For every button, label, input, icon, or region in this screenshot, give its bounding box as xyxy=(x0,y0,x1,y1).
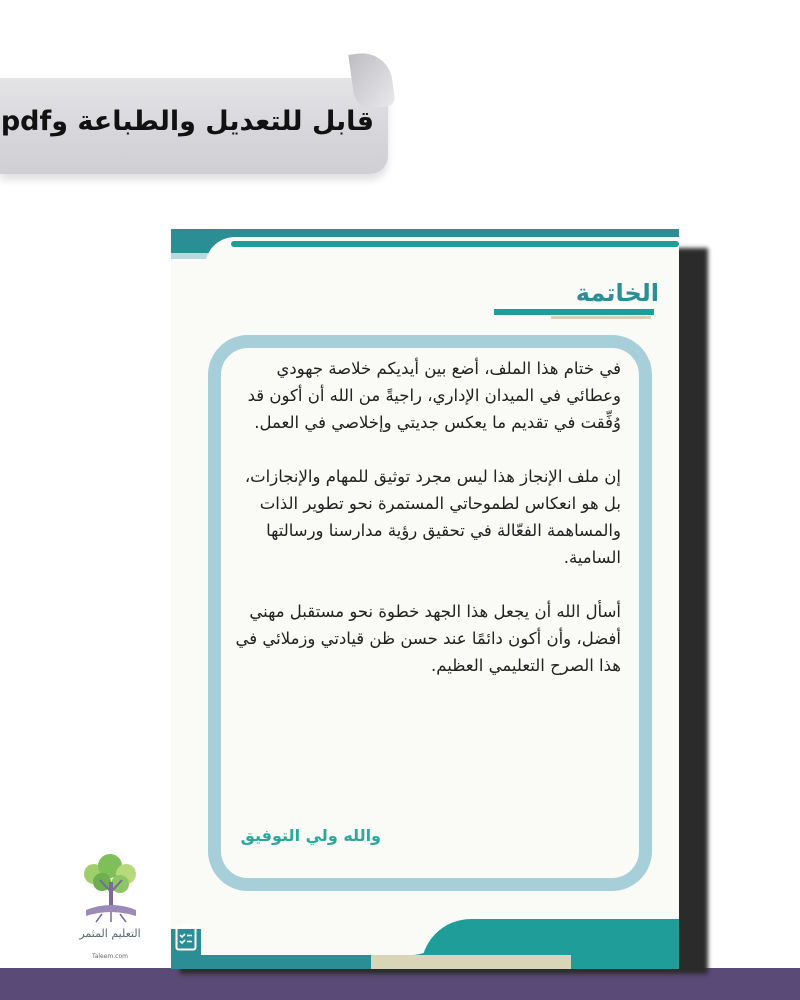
logo-site: Taleem.com xyxy=(92,953,128,960)
title-underline xyxy=(494,309,654,315)
tree-logo-icon xyxy=(72,852,150,962)
paragraph-3: أسأل الله أن يجعل هذا الجهد خطوة نحو مستقبل مهني أفضل، وأن أكون دائمًا عند حسن ظن قيادتي وزملائي في هذا الصرح التعليمي العظيم. xyxy=(235,602,621,675)
body-text xyxy=(233,355,621,855)
closing-line: والله ولي التوفيق xyxy=(240,826,381,845)
bottom-curve xyxy=(201,915,451,955)
logo-name: التعليم المثمر xyxy=(79,927,141,940)
paragraph-1: في ختام هذا الملف، أضع بين أيديكم خلاصة جهودي وعطائي في الميدان الإداري، راجيةً من الله أن أكون قد وُفِّقت في تقديم ما يعكس جديتي وإخلاصي في العمل. xyxy=(247,359,621,432)
paragraph-2: إن ملف الإنجاز هذا ليس مجرد توثيق للمهام والإنجازات، بل هو انعكاس لطموحاتي المستمرة نحو تطوير الذات والمساهمة الفعّالة في تحقيق رؤية مدارسنا ورسالتها السامية. xyxy=(244,467,621,567)
banner-text: قابل للتعديل والطباعة وpdf xyxy=(0,106,374,137)
document-page xyxy=(171,229,679,969)
title-underline-secondary xyxy=(551,316,651,319)
page-title: الخاتمة xyxy=(575,279,659,307)
top-line xyxy=(231,241,679,247)
clipboard-checklist-icon xyxy=(171,919,201,955)
bottom-light-strip xyxy=(371,955,571,969)
